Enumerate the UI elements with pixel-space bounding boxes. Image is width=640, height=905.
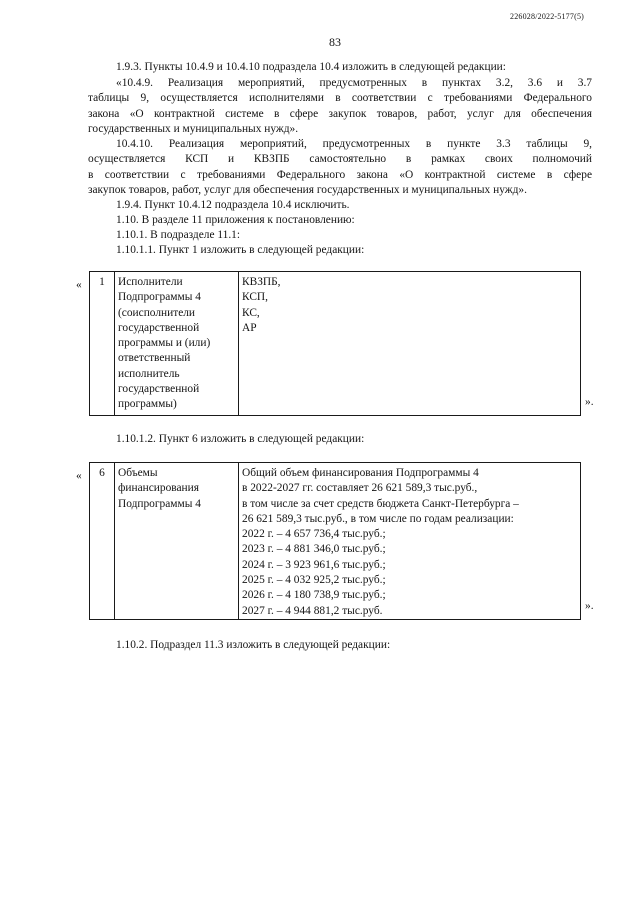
paragraph-line: 1.10.1.2. Пункт 6 изложить в следующей редакции: xyxy=(116,433,365,445)
cell-line: государственной xyxy=(118,383,200,396)
cell-line: исполнитель xyxy=(118,367,180,380)
cell-line: 2025 г. – 4 032 925,2 тыс.руб.; xyxy=(242,574,386,587)
close-quote-1: ». xyxy=(585,396,594,408)
paragraph-line: закона «О контрактной системе в сфере закупок товаров, работ, услуг для обеспечения xyxy=(88,107,592,120)
paragraph-10-4-9 xyxy=(88,76,592,137)
paragraph-line: таблицы 9, осуществляется исполнителями в соответствии с требованиями Федерального xyxy=(88,92,592,105)
paragraph-line: в соответствии с требованиями Федерального закона «О контрактной системе в сфере xyxy=(88,168,592,181)
open-quote-2: « xyxy=(76,470,82,482)
paragraph-10-4-10 xyxy=(88,137,592,198)
paragraph-1-10-2 xyxy=(88,638,592,653)
row-value-cell xyxy=(239,463,581,620)
close-quote-2: ». xyxy=(585,600,594,612)
row-number-cell: 1 xyxy=(90,272,115,416)
cell-line: 2027 г. – 4 944 881,2 тыс.руб. xyxy=(242,604,383,617)
cell-line: 26 621 589,3 тыс.руб., в том числе по годам реализации: xyxy=(242,512,514,525)
cell-line: 2022 г. – 4 657 736,4 тыс.руб.; xyxy=(242,528,386,541)
table-row xyxy=(90,463,581,620)
paragraph-line: закупок товаров, работ, услуг для обеспечения государственных и муниципальных нужд». xyxy=(88,183,527,196)
paragraph-1-10-1-2 xyxy=(88,432,592,447)
cell-line: АР xyxy=(242,321,257,334)
page-number: 83 xyxy=(329,35,341,49)
paragraph-line: 1.10.2. Подраздел 11.3 изложить в следующей редакции: xyxy=(116,639,391,651)
cell-line: в том числе за счет средств бюджета Санкт-Петербурга – xyxy=(242,497,519,510)
paragraph-line: 1.9.3. Пункты 10.4.9 и 10.4.10 подраздела 10.4 изложить в следующей редакции: xyxy=(116,61,506,73)
cell-line: программы и (или) xyxy=(118,337,211,350)
paragraph-1-9-4 xyxy=(88,198,592,213)
row-title-cell xyxy=(115,463,239,620)
cell-line: КСП, xyxy=(242,291,268,304)
cell-line: 2023 г. – 4 881 346,0 тыс.руб.; xyxy=(242,543,386,556)
cell-line: Исполнители xyxy=(118,276,183,288)
paragraph-1-10 xyxy=(88,213,592,228)
cell-line: КВЗПБ, xyxy=(242,276,281,288)
cell-line: Объемы xyxy=(118,467,158,479)
paragraph-1-10-1-1 xyxy=(88,243,592,258)
financing-table xyxy=(89,462,581,620)
cell-line: (соисполнители xyxy=(118,306,196,319)
paragraph-line: 1.10.1. В подразделе 11.1: xyxy=(116,229,241,241)
paragraph-line: 1.10. В разделе 11 приложения к постановлению: xyxy=(116,214,355,226)
executors-table xyxy=(89,271,581,416)
row-title-cell xyxy=(115,272,239,416)
paragraph-line: 1.10.1.1. Пункт 1 изложить в следующей редакции: xyxy=(116,244,365,256)
cell-line: Подпрограммы 4 xyxy=(118,291,201,304)
cell-line: в 2022-2027 гг. составляет 26 621 589,3 тыс.руб., xyxy=(242,482,478,495)
cell-line: 2024 г. – 3 923 961,6 тыс.руб.; xyxy=(242,558,386,571)
cell-line: ответственный xyxy=(118,352,191,365)
document-id: 226028/2022-5177(5) xyxy=(510,12,585,21)
cell-line: финансирования xyxy=(118,482,199,495)
cell-line: государственной xyxy=(118,321,200,334)
cell-line: программы) xyxy=(118,398,177,411)
paragraph-line: «10.4.9. Реализация мероприятий, предусмотренных в пунктах 3.2, 3.6 и 3.7 xyxy=(116,77,592,89)
row-value-cell xyxy=(239,272,581,416)
paragraph-1-10-1 xyxy=(88,228,592,243)
cell-line: 2026 г. – 4 180 738,9 тыс.руб.; xyxy=(242,589,386,602)
paragraph-1-9-3 xyxy=(88,60,592,75)
cell-line: Общий объем финансирования Подпрограммы 4 xyxy=(242,467,479,479)
open-quote-1: « xyxy=(76,279,82,291)
paragraph-line: 1.9.4. Пункт 10.4.12 подраздела 10.4 исключить. xyxy=(116,199,350,211)
cell-line: КС, xyxy=(242,306,260,319)
paragraph-line: осуществляется КСП и КВЗПБ самостоятельно в рамках своих полномочий xyxy=(88,153,592,166)
table-row xyxy=(90,272,581,416)
paragraph-line: 10.4.10. Реализация мероприятий, предусмотренных в пункте 3.3 таблицы 9, xyxy=(116,138,592,150)
paragraph-line: государственных и муниципальных нужд». xyxy=(88,122,299,135)
row-number-cell: 6 xyxy=(90,463,115,620)
cell-line: Подпрограммы 4 xyxy=(118,497,201,510)
